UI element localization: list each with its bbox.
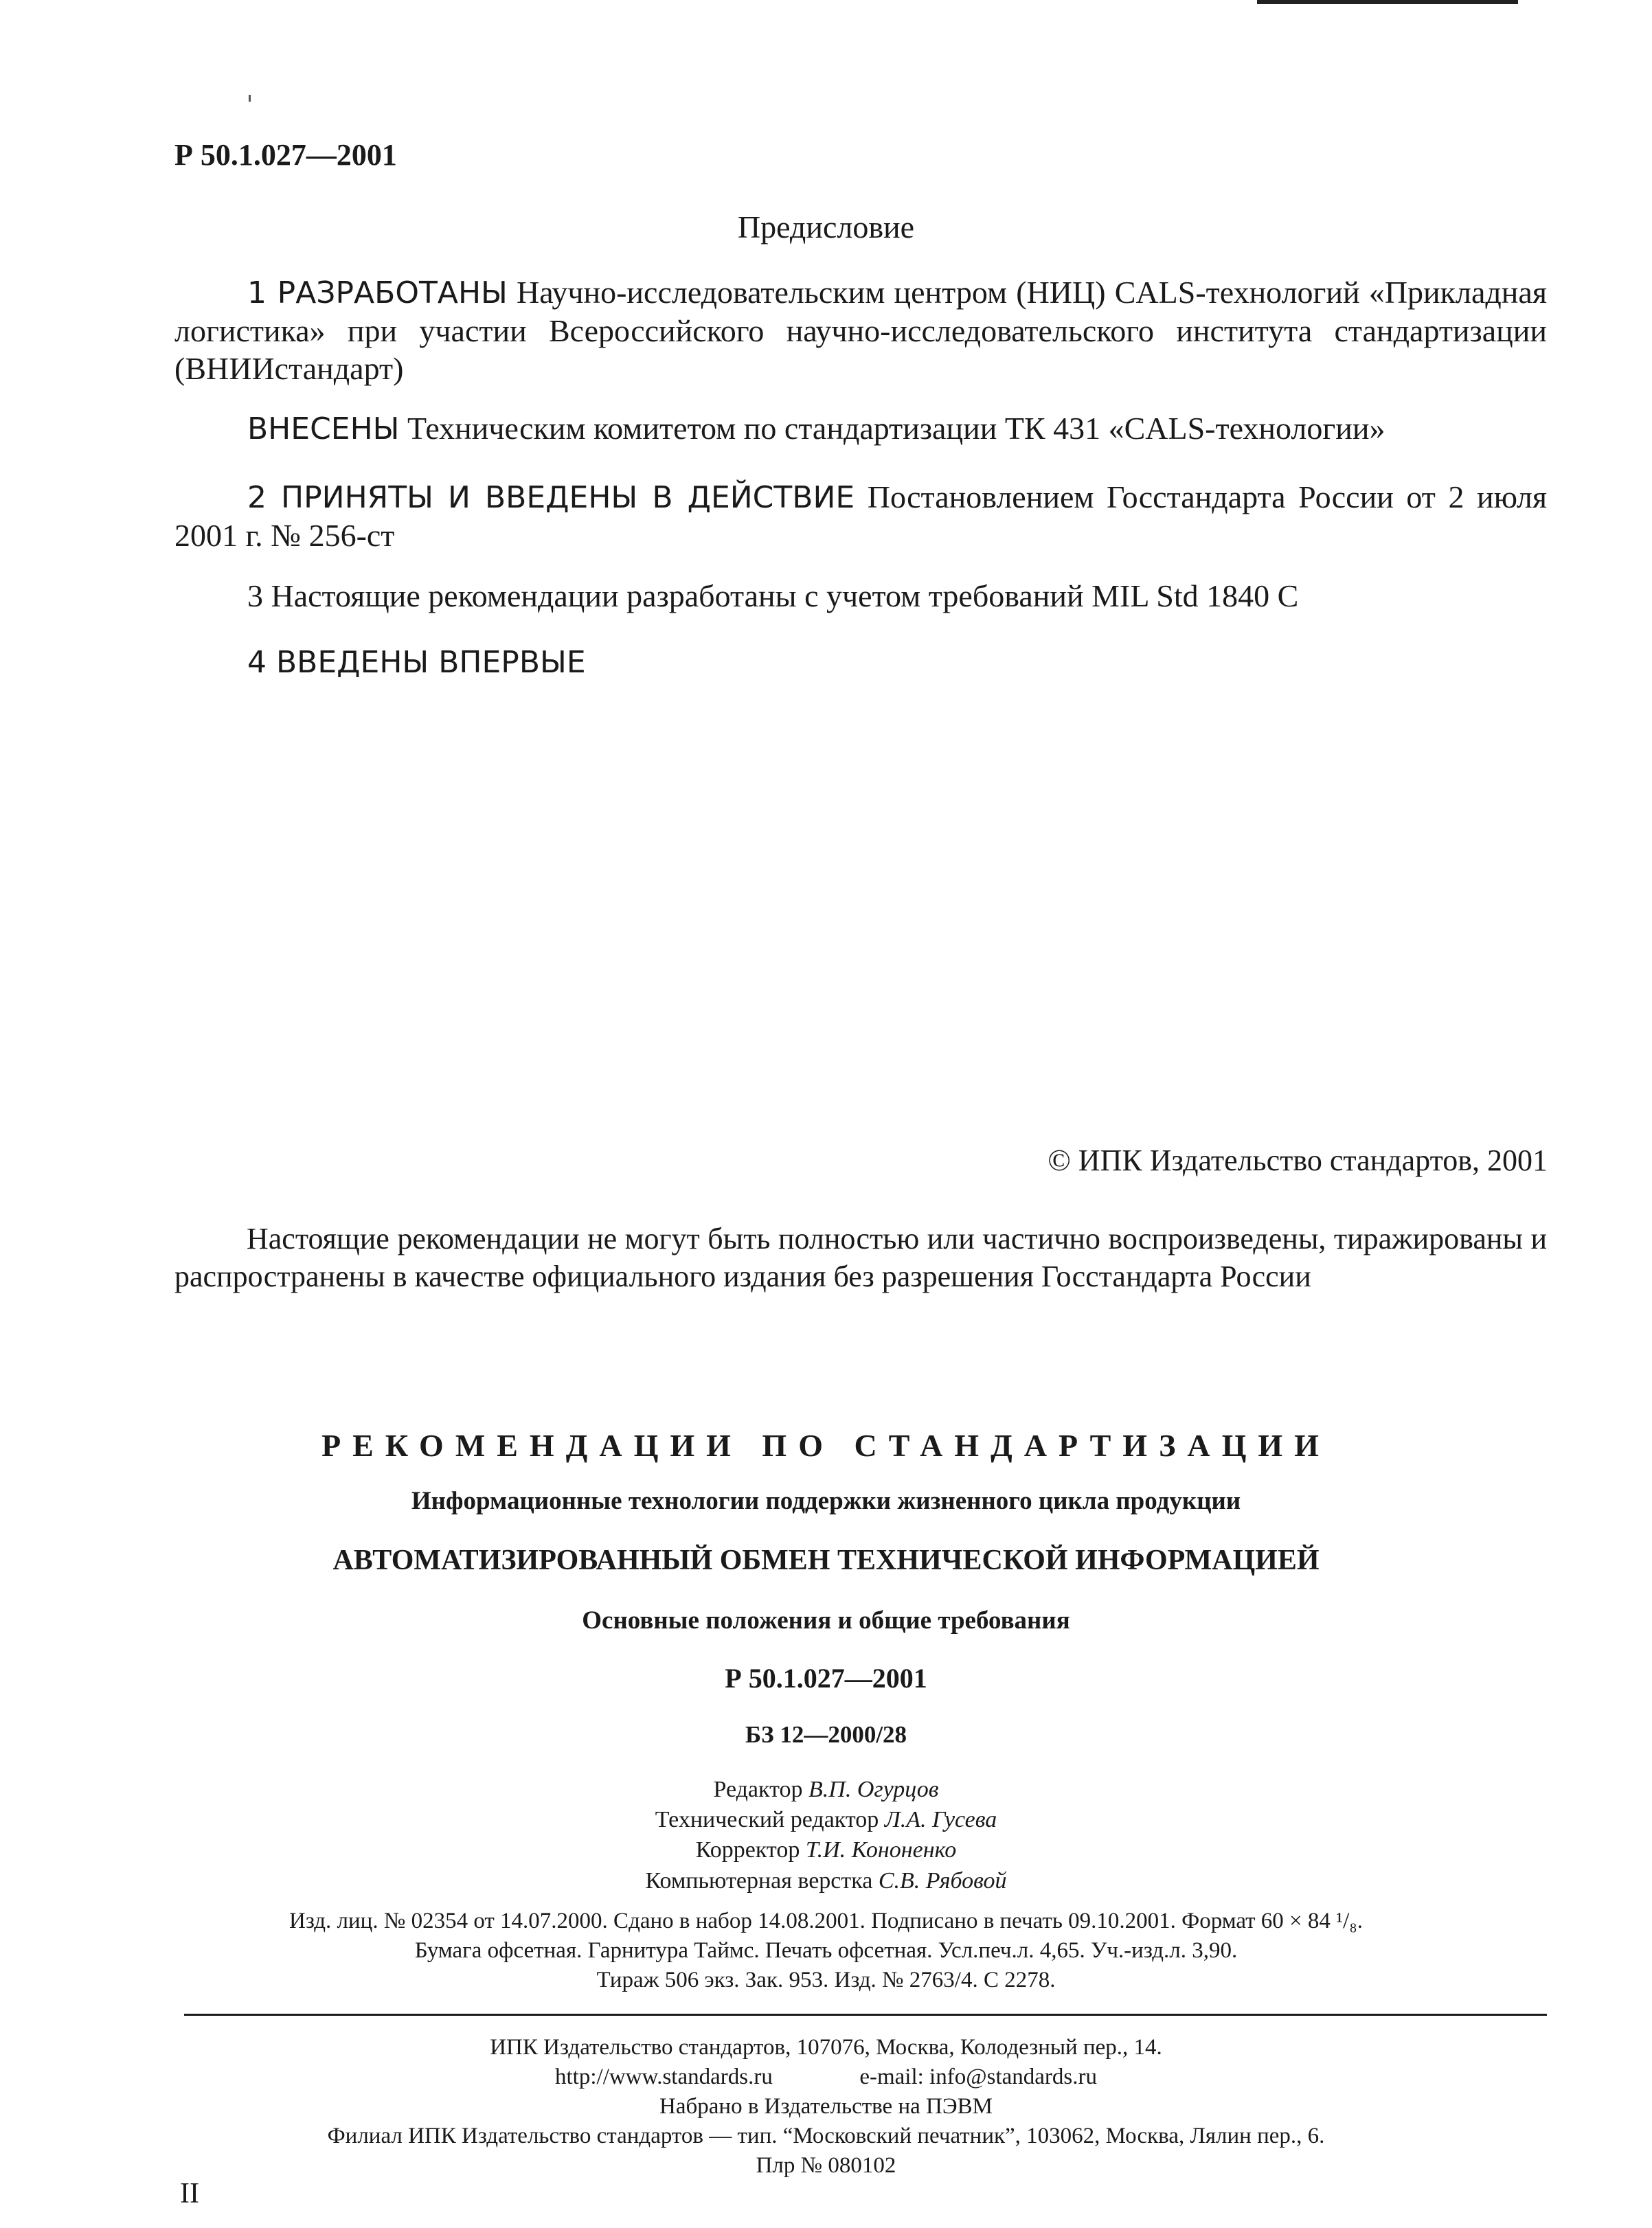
- credit-name: В.П. Огурцов: [808, 1777, 939, 1802]
- credit-name: Т.И. Кононенко: [805, 1837, 957, 1863]
- printer-address: Филиал ИПК Издательство стандартов — тип. “Московский печатник”, 103062, Москва, Лялин пер., 6.: [327, 2123, 1325, 2148]
- publisher-email[interactable]: e-mail: info@standards.ru: [859, 2064, 1097, 2089]
- credit-tech-editor: [0, 1805, 1652, 1835]
- publisher-address: ИПК Издательство стандартов, 107076, Москва, Колодезный пер., 14.: [490, 2035, 1162, 2060]
- item-lead: ВНЕСЕНЫ: [247, 411, 400, 446]
- foreword-item-first-introduced: [174, 643, 1547, 681]
- publisher-info: [0, 2033, 1652, 2180]
- credit-layout: [0, 1866, 1652, 1896]
- item-lead: 1 РАЗРАБОТАНЫ: [247, 275, 508, 310]
- foreword-title: Предисловие: [737, 209, 915, 245]
- series-subtitle: Информационные технологии поддержки жизненного цикла продукции: [411, 1487, 1241, 1515]
- credit-role: Редактор: [713, 1777, 808, 1802]
- item-lead: 3: [247, 578, 263, 613]
- imprint-line: Тираж 506 экз. Зак. 953. Изд. № 2763/4. С 2278.: [596, 1967, 1056, 1992]
- typeset-note: Набрано в Издательстве на ПЭВМ: [659, 2093, 993, 2119]
- credit-role: Технический редактор: [655, 1807, 885, 1833]
- item-text: Настоящие рекомендации разработаны с учетом требований MIL Std 1840 C: [263, 578, 1299, 613]
- subtitle: Основные положения и общие требования: [582, 1606, 1070, 1635]
- page-number: II: [180, 2178, 199, 2209]
- foreword-item-requirements: [174, 577, 1547, 615]
- recommendations-title: РЕКОМЕНДАЦИИ ПО СТАНДАРТИЗАЦИИ: [321, 1428, 1331, 1463]
- item-lead: 4 ВВЕДЕНЫ ВПЕРВЫЕ: [247, 645, 586, 680]
- copyright: © ИПК Издательство стандартов, 2001: [1048, 1144, 1548, 1177]
- printer-license: Плр № 080102: [756, 2152, 896, 2178]
- foreword-item-submitted: [174, 409, 1547, 448]
- item-text: Научно-исследовательским центром (НИЦ) CALS-технологий «Прикладная логистика» при участии Всероссийского научно-исследовательского института стандартизации (ВНИИстандарт): [174, 275, 1547, 386]
- credit-role: Компьютерная верстка: [645, 1867, 879, 1894]
- item-text: Техническим комитетом по стандартизации ТК 431 «CALS-технологии»: [399, 411, 1385, 446]
- credit-role: Корректор: [695, 1837, 806, 1863]
- imprint: [0, 1907, 1652, 1995]
- imprint-line: Бумага офсетная. Гарнитура Таймс. Печать офсетная. Усл.печ.л. 4,65. Уч.-изд.л. 3,90.: [414, 1937, 1238, 1963]
- item-text: Постановлением Госстандарта России от 2 июля 2001 г. № 256-ст: [174, 479, 1547, 553]
- divider: [184, 2014, 1547, 2016]
- main-title: АВТОМАТИЗИРОВАННЫЙ ОБМЕН ТЕХНИЧЕСКОЙ ИНФОРМАЦИЕЙ: [332, 1545, 1320, 1576]
- reproduction-notice: [174, 1220, 1547, 1295]
- imprint-line: Изд. лиц. № 02354 от 14.07.2000. Сдано в набор 14.08.2001. Подписано в печать 09.10.2001. Формат 60 × 84 ¹/₈.: [288, 1909, 1363, 1933]
- bz-number: БЗ 12—2000/28: [745, 1721, 907, 1748]
- credits: [0, 1775, 1652, 1896]
- credit-editor: [0, 1775, 1652, 1805]
- foreword-item-adopted: [174, 478, 1547, 554]
- publisher-contacts: [0, 2062, 1652, 2092]
- item-lead: 2 ПРИНЯТЫ И ВВЕДЕНЫ В ДЕЙСТВИЕ: [247, 480, 855, 515]
- credit-proofreader: [0, 1835, 1652, 1865]
- scan-mark: [249, 95, 251, 102]
- notice-text: Настоящие рекомендации не могут быть полностью или частично воспроизведены, тиражированы и распространены в качестве официального издания без разрешения Госстандарта России: [174, 1222, 1547, 1293]
- foreword-item-developed: [174, 273, 1547, 387]
- publisher-url[interactable]: http://www.standards.ru: [555, 2064, 773, 2089]
- credit-name: Л.А. Гусева: [884, 1807, 997, 1833]
- credit-name: С.В. Рябовой: [878, 1867, 1007, 1894]
- colophon-doc-code: Р 50.1.027—2001: [725, 1663, 927, 1694]
- document-code: Р 50.1.027—2001: [174, 138, 397, 172]
- top-rule: [1257, 0, 1518, 4]
